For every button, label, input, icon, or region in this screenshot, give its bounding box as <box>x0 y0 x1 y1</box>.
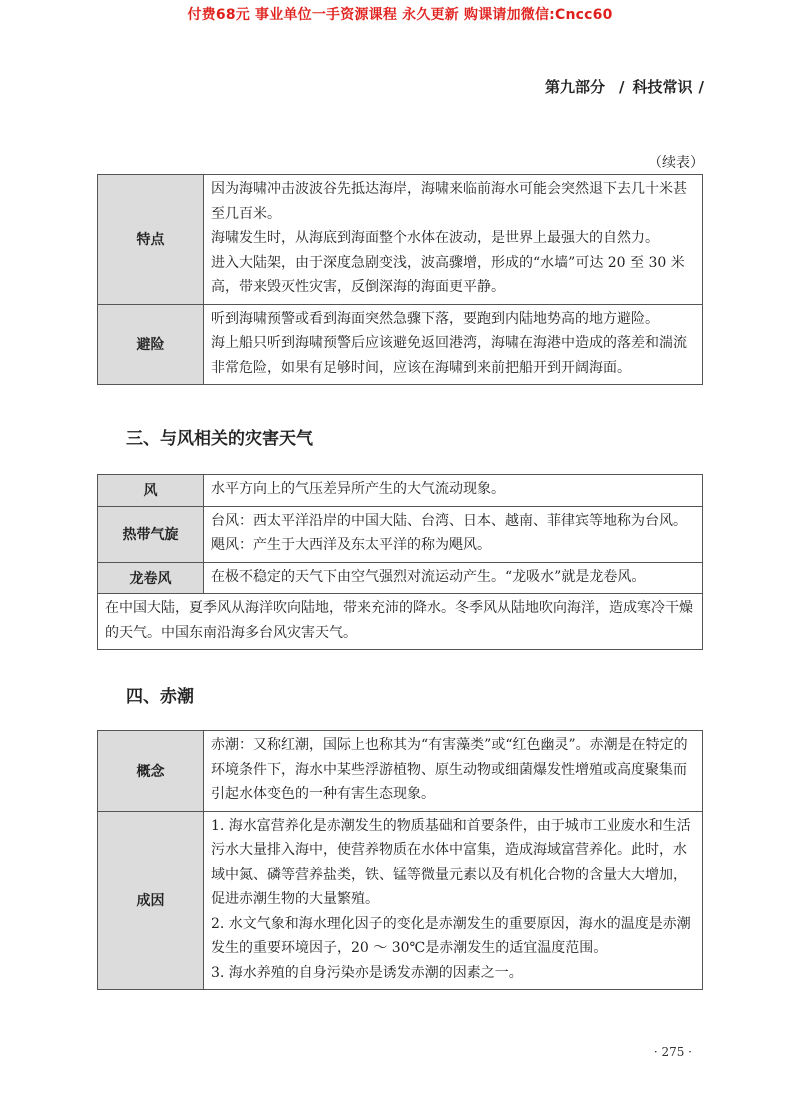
paragraph: 赤潮：又称红潮，国际上也称其为“有害藻类”或“红色幽灵”。赤潮是在特定的环境条件下，海水中某些浮游植物、原生动物或细菌爆发性增殖或高度聚集而引起水体变色的一种有害生态现象。 <box>211 737 688 802</box>
table-row <box>98 811 703 990</box>
table-row <box>98 506 703 562</box>
header-slash: / <box>619 78 625 96</box>
row-label: 风 <box>98 475 204 507</box>
row-label: 龙卷风 <box>98 562 204 594</box>
row-content <box>204 475 703 507</box>
row-content <box>204 506 703 562</box>
row-label: 成因 <box>98 811 204 990</box>
table-row <box>98 175 703 305</box>
row-content <box>204 175 703 305</box>
paragraph: 因为海啸冲击波波谷先抵达海岸，海啸来临前海水可能会突然退下去几十米甚至几百米。 <box>211 181 687 222</box>
tsunami-table <box>97 174 703 385</box>
paragraph: 1. 海水富营养化是赤潮发生的物质基础和首要条件，由于城市工业废水和生活污水大量排入海中，使营养物质在水体中富集，造成海域富营养化。此时，水域中氮、磷等营养盐类，铁、锰等微量元素以及有机化合物的含量大大增加，促进赤潮生物的大量繁殖。 <box>211 817 691 907</box>
part-label: 第九部分 <box>545 78 606 96</box>
running-header <box>545 76 704 97</box>
table-row <box>98 731 703 812</box>
paragraph: 海啸发生时，从海底到海面整个水体在波动，是世界上最强大的自然力。 <box>211 230 659 246</box>
header-slash-end: / <box>698 78 704 96</box>
page-number: · 275 · <box>653 1045 692 1059</box>
red-tide-table <box>97 730 703 990</box>
table-row <box>98 475 703 507</box>
paragraph: 在极不稳定的天气下由空气强烈对流运动产生。“龙吸水”就是龙卷风。 <box>211 568 646 585</box>
section-title-wind: 三、与风相关的灾害天气 <box>126 429 313 449</box>
subject-label: 科技常识 <box>632 78 693 96</box>
wind-note: 在中国大陆，夏季风从海洋吹向陆地，带来充沛的降水。冬季风从陆地吹向海洋，造成寒冷干燥的天气。中国东南沿海多台风灾害天气。 <box>98 594 703 650</box>
section-title-red-tide: 四、赤潮 <box>126 687 194 707</box>
paragraph: 台风：西太平洋沿岸的中国大陆、台湾、日本、越南、菲律宾等地称为台风。 <box>211 512 687 529</box>
row-label: 热带气旋 <box>98 506 204 562</box>
row-content <box>204 811 703 990</box>
table-row <box>98 594 703 650</box>
paragraph: 水平方向上的气压差异所产生的大气流动现象。 <box>211 481 505 497</box>
row-label: 避险 <box>98 304 204 385</box>
row-label: 概念 <box>98 731 204 812</box>
paragraph: 进入大陆架，由于深度急剧变浅，波高骤增，形成的“水墙”可达 20 至 30 米高，带来毁灭性灾害，反倒深海的海面更平静。 <box>211 254 685 295</box>
paragraph: 3. 海水养殖的自身污染亦是诱发赤潮的因素之一。 <box>211 964 523 981</box>
wind-table <box>97 474 703 650</box>
paragraph: 海上船只听到海啸预警后应该避免返回港湾，海啸在海港中造成的落差和湍流非常危险，如果有足够时间，应该在海啸到来前把船开到开阔海面。 <box>211 335 687 376</box>
promo-banner: 付费68元 事业单位一手资源课程 永久更新 购课请加微信:Cncc60 <box>187 7 613 23</box>
row-label: 特点 <box>98 175 204 305</box>
row-content <box>204 304 703 385</box>
table-row <box>98 562 703 594</box>
row-content <box>204 562 703 594</box>
table-row <box>98 304 703 385</box>
paragraph: 听到海啸预警或看到海面突然急骤下落，要跑到内陆地势高的地方避险。 <box>211 310 659 327</box>
paragraph: 飓风：产生于大西洋及东太平洋的称为飓风。 <box>211 537 491 553</box>
continued-label: （续表） <box>648 155 704 171</box>
row-content <box>204 731 703 812</box>
paragraph: 2. 水文气象和海水理化因子的变化是赤潮发生的重要原因，海水的温度是赤潮发生的重要环境因子，20 ～ 30℃是赤潮发生的适宜温度范围。 <box>211 915 691 956</box>
